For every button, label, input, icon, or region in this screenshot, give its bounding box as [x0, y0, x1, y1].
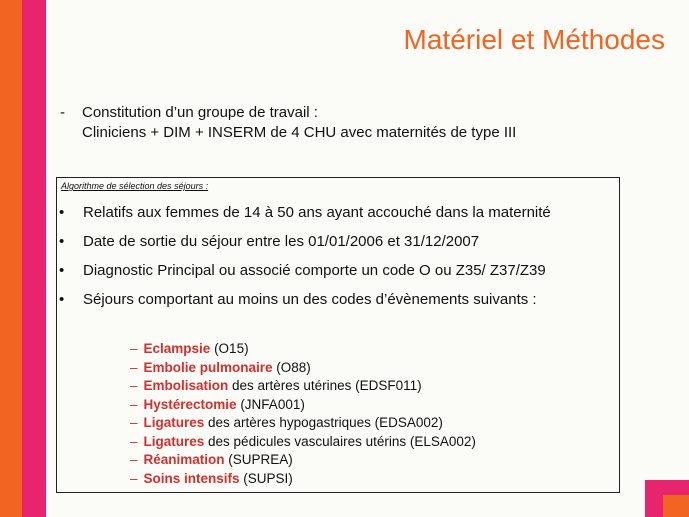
event-item: [130, 377, 476, 396]
algorithm-caption: Algorithme de sélection des séjours :: [61, 181, 209, 191]
event-dash: –: [130, 341, 138, 356]
criterion-text: Relatifs aux femmes de 14 à 50 ans ayant accouché dans la maternité: [83, 204, 551, 221]
event-detail: (SUPSI): [239, 470, 293, 486]
intro-line-1: Constitution d’un groupe de travail :: [82, 104, 318, 121]
event-name: Embolisation: [143, 378, 229, 393]
event-dash: –: [130, 359, 138, 375]
event-detail: (JNFA001): [236, 396, 305, 412]
event-name: Ligatures: [143, 433, 205, 449]
event-item: [130, 359, 476, 378]
event-codes-list: [130, 340, 476, 488]
left-decor-bar-orange: [0, 0, 22, 517]
bullet-icon: •: [59, 204, 65, 221]
criterion-item: [57, 231, 619, 260]
intro-text: [82, 103, 516, 143]
corner-decor-orange: [663, 495, 689, 517]
intro-line-2: Cliniciens + DIM + INSERM de 4 CHU avec maternités de type III: [82, 124, 517, 141]
criteria-list: [57, 202, 619, 318]
bullet-icon: •: [59, 233, 65, 250]
event-item: [130, 414, 476, 433]
criterion-text: Séjours comportant au moins un des codes d’évènements suivants :: [83, 291, 537, 308]
event-detail: (O88): [272, 359, 311, 375]
event-detail: des pédicules vasculaires utérins (ELSA002): [204, 433, 476, 449]
event-detail: des artères utérines (EDSF011): [228, 378, 422, 393]
slide-title: Matériel et Méthodes: [403, 24, 665, 55]
intro-dash: -: [60, 104, 65, 121]
event-detail: des artères hypogastriques (EDSA002): [204, 415, 443, 430]
event-item: [130, 396, 476, 415]
event-item: [130, 433, 476, 452]
criterion-text: Diagnostic Principal ou associé comporte un code O ou Z35/ Z37/Z39: [83, 262, 546, 279]
left-decor-bar-pink: [22, 0, 46, 517]
event-dash: –: [130, 433, 138, 449]
event-name: Hystérectomie: [143, 396, 237, 412]
algorithm-box: [56, 177, 620, 493]
event-dash: –: [130, 415, 138, 430]
bullet-icon: •: [59, 262, 65, 279]
event-dash: –: [130, 396, 138, 412]
event-item: [130, 340, 476, 359]
criterion-text: Date de sortie du séjour entre les 01/01/2006 et 31/12/2007: [83, 233, 480, 250]
event-dash: –: [130, 452, 138, 467]
event-name: Soins intensifs: [143, 470, 240, 486]
event-name: Eclampsie: [143, 341, 211, 356]
event-dash: –: [130, 470, 138, 486]
event-name: Ligatures: [143, 415, 205, 430]
criterion-item: [57, 202, 619, 231]
event-name: Réanimation: [143, 452, 225, 467]
criterion-item: [57, 260, 619, 289]
event-item: [130, 451, 476, 470]
event-item: [130, 470, 476, 489]
event-detail: (SUPREA): [224, 452, 293, 467]
event-name: Embolie pulmonaire: [143, 359, 273, 375]
event-detail: (O15): [210, 341, 249, 356]
criterion-item: [57, 289, 619, 318]
bullet-icon: •: [59, 291, 65, 308]
event-dash: –: [130, 378, 138, 393]
